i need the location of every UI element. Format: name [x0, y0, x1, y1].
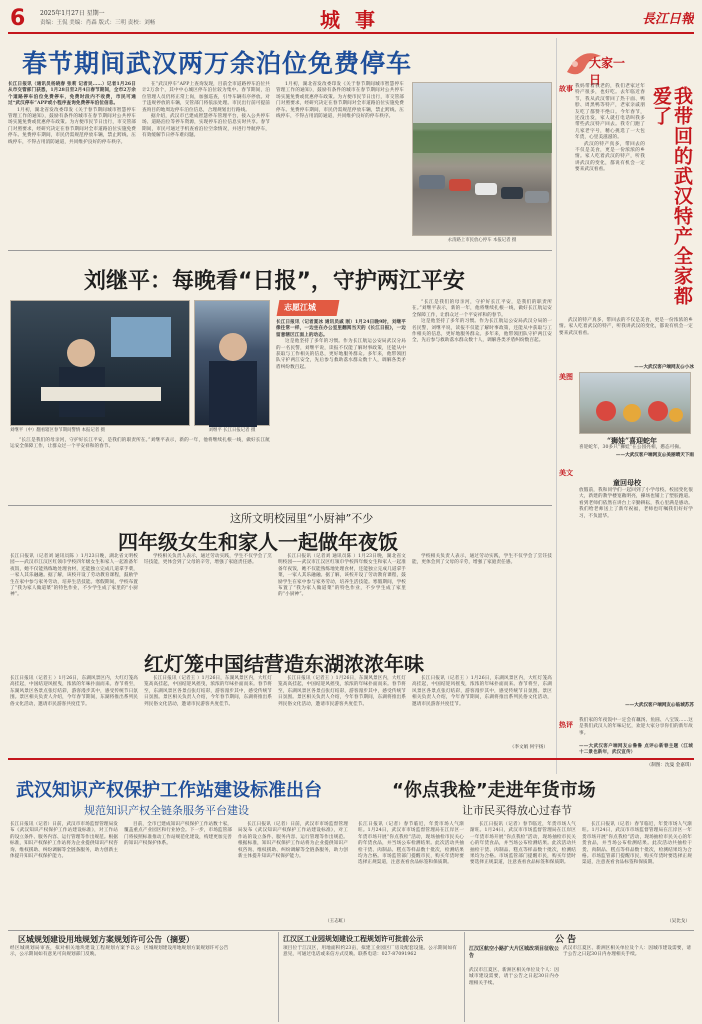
story-parking-body3b: 1月初，湖北省发改委印发《关于春节期间城市智慧停车管理工作的通知》，鼓励有条件的城市在春节期间对公共停车场实施免费或优惠停车政策。为方便市民节日出行，市交管部门对照要求，经研究决定在春节期间对全市道路泊位实施免费停车。免费停车期间，市民仍需规范停放车辆，禁止跨线、压线停车，不得占用消防通道，共同维护良好的停车秩序。: [276, 82, 404, 120]
sidebar-author4: ——大武汉客户端网友@鲁鲁 点评@新春主题（江城十二景也新年，武汉宣传）: [579, 744, 693, 756]
story-ip-subtitle: 规范知识产权全链条服务平台建设: [84, 804, 249, 817]
story-police: [8, 252, 552, 514]
divider-1: [8, 250, 552, 251]
story-lanterns-title: 红灯笼中国结营造东湖浓浓年味: [144, 652, 424, 676]
story-parking-title: 春节期间武汉两万余泊位免费停车: [22, 49, 413, 78]
sidebar-panel: [556, 38, 696, 774]
story-ip-col2: [124, 822, 232, 928]
story-parking-col3: [276, 82, 404, 246]
story-inspection-body2: 长江日报讯（记者）春节临近，年货市场人气渐旺。1月24日，武汉市市场监督管理局在江岸区一年货市场开展“你点我检”活动，现场抽检市民关心的年货食品，并当场公布检测结果。此次活动共抽检干货、肉制品、糕点等样品数十批次，检测结果均为合格。市场监管部门提醒市民，购买年货时要选择正规渠道，注意查看食品标签和保质期。: [470, 822, 576, 866]
sidebar-story-p3: 武汉的特产真多，带回去的不仅是美食，更是一份浓浓的乡情。家人吃着武汉的特产，听我讲武汉的变化，都说有机会一定要来武汉看看。: [559, 318, 693, 336]
story-parking-lead: 长江日报讯（通讯员杨晓春 张莉 记者吴……）记者1月26日从市交管部门获悉，1月28日至2月4日春节期间，全市2万余个道路停车泊位免费停车，免费时段内不收费，市民可通过“武汉停车”APP或小程序查询免费停车泊位信息。: [8, 82, 136, 107]
sidebar-story-body: [575, 84, 645, 314]
story-cooking-col4: [412, 554, 552, 646]
sidebar-logo-text: 大家一日: [589, 56, 626, 87]
story-police-body1: 这是他坚持了多年的习惯。作为长江航运公安局武汉分局的一名民警，刘继平说，读报不仅能了解时事政策，还能从中获取与工作相关的信息，更好地服务群众。多年来，他带领团队守护两江安全，先后参与救助落水群众数十人，调解各类矛盾纠纷数百起。: [276, 339, 406, 370]
story-inspection-author: （吴比戈）: [667, 919, 690, 924]
story-lanterns-col3: [278, 676, 406, 756]
story-cooking-kicker: 这所文明校园里“小厨神”不少: [230, 512, 374, 525]
story-parking-body1: 1月初，湖北省发改委印发《关于春节期间城市智慧停车管理工作的通知》，鼓励有条件的城市在春节期间对公共停车场实施免费或优惠停车政策。为方便市民节日出行，市交管部门对照要求，经研究决定在春节期间对全市道路泊位实施免费停车。免费停车期间，市民仍需规范停放车辆，禁止跨线、压线停车，不得占用消防通道，共同维护良好的停车秩序。: [8, 107, 136, 145]
notice-left-title: 区城规划建设用地规划方案规划许可公告（摘要）: [18, 934, 194, 944]
story-cooking-body4: 学校相关负责人表示，通过劳动实践，学生不仅学会了烹饪技能，更体会到了父母的辛劳，增强了家庭责任感。: [412, 554, 552, 566]
hot-label: 热评: [559, 720, 573, 729]
notice-middle: [278, 932, 460, 1022]
story-police-title: 刘继平：每晚看“日报”，守护两江平安: [84, 269, 465, 294]
story-ip: [8, 762, 352, 928]
lion-figures: [580, 373, 692, 435]
story-cooking-col2: [144, 554, 272, 646]
notice-left: [8, 932, 274, 1022]
story-ip-author: （王志虹）: [325, 919, 348, 924]
story-lanterns-body1: 长江日报讯（记者王 ）1月26日，东湖风景区内，大红灯笼高高挂起，中国结迎风摇曳，浓浓的年味扑面而来。春节将至，东湖风景区各景点张灯结彩，游客漫步其中，感受传统节日氛围。景区相关负责人介绍，今年春节期间，东湖将推出系列民俗文化活动，邀请市民游客共度佳节。: [10, 676, 138, 707]
police-office-scene: [11, 301, 191, 427]
story-lanterns-body2: 长江日报讯（记者王 ）1月26日，东湖风景区内，大红灯笼高高挂起，中国结迎风摇曳，浓浓的年味扑面而来。春节将至，东湖风景区各景点张灯结彩，游客漫步其中，感受传统节日氛围。景区相关负责人介绍，今年春节期间，东湖将推出系列民俗文化活动，邀请市民游客共度佳节。: [144, 676, 272, 707]
sidebar-author1: ——大武汉客户端网友@小冰: [634, 365, 694, 370]
sidebar-story-p2: 武汉的特产真多，带回去的不仅是美食，更是一份浓浓的乡情。家人吃着武汉的特产，听我讲武汉的变化，都说有机会一定要来武汉看看。: [575, 141, 645, 173]
date-line: 2025年1月27日 星期一: [40, 10, 105, 17]
story-inspection-title: “你点我检”走进年货市场: [392, 780, 596, 801]
story-parking-col2: [142, 82, 270, 246]
story-police-body2: “长江是我们的母亲河，守护好长江平安，是我们的职责所在。”刘继平表示，新的一年，他将继续扎根一线，做好长江航运安全保障工作，让群众过一个平安祥和的春节。: [412, 300, 552, 318]
sidebar-story-body-wide: [559, 318, 693, 362]
story-inspection-col3: [582, 822, 692, 918]
sidebar-footer: （制图：沈曼 金嘉琪）: [646, 763, 694, 768]
story-ip-body3: 长江日报讯（记者）日前，武汉市市场监督管理局发布《武汉知识产权保护工作站建设标准》，对工作站的设立条件、服务内容、运行管理等作出规范。根据标准，知识产权保护工作站将为企业提供知识产权咨询、维权援助、纠纷调解等全链条服务，助力创新主体提升知识产权保护能力。: [238, 822, 348, 860]
story-lanterns-col2: [144, 676, 272, 756]
photo-label: 美图: [559, 372, 573, 381]
story-ip-body2: 目前，全市已建成知识产权保护工作站数十家，覆盖重点产业园区和行业协会。下一步，市场监管部门将按照标准推动工作站规范化建设，构建更加完善的知识产权保护体系。: [124, 822, 232, 847]
story-ip-title: 武汉知识产权保护工作站建设标准出台: [16, 780, 322, 801]
story-inspection-body3: 长江日报讯（记者）春节临近，年货市场人气渐旺。1月24日，武汉市市场监督管理局在江岸区一年货市场开展“你点我检”活动，现场抽检市民关心的年货食品，并当场公布检测结果。此次活动共抽检干货、肉制品、糕点等样品数十批次，检测结果均为合格。市场监管部门提醒市民，购买年货时要选择正规渠道，注意查看食品标签和保质期。: [582, 822, 692, 866]
notice-right-body: 武汉市江夏区、新洲区相关单位及个人：因城市建设需要，请于公告之日起30日内办理相关手续。: [563, 946, 691, 958]
notice-left-body-2: [144, 946, 272, 1022]
story-cooking-body3: 长江日报讯（记者刘 通讯员陈 ）1月23日晚，湖北省文明校园——武汉市江汉区红领巾学校四年级女生和家人一起准备年夜饭，她不仅能熟练地处理食材，还能独立完成几道拿手菜，一家人其乐融融。据了解，该校开设了劳动教育课程，鼓励学生在家中参与家务劳动，培养生活技能。寒假期间，学校布置了“我为家人做道菜”的特色作业，不少学生成了家里的“小厨神”。: [278, 554, 406, 598]
header-rule: [8, 32, 694, 34]
notice-right: [464, 932, 694, 1022]
notice-right-body-2: 武汉市江夏区、新洲区相关单位及个人：因城市建设需要，请于公告之日起30日内办理相关手续。: [469, 968, 559, 986]
notice-right-head: 公 告: [555, 935, 577, 945]
divider-3: [8, 758, 694, 760]
story-lanterns-col1: [10, 676, 138, 756]
police-photo-right: [194, 300, 270, 426]
story-inspection-body1: 长江日报讯（记者）春节临近，年货市场人气渐旺。1月24日，武汉市市场监督管理局在江岸区一年货市场开展“你点我检”活动，现场抽检市民关心的年货食品，并当场公布检测结果。此次活动共抽检干货、肉制品、糕点等样品数十批次，检测结果均为合格。市场监管部门提醒市民，购买年货时要选择正规渠道，注意查看食品标签和保质期。: [358, 822, 464, 866]
section-title: 城 事: [320, 8, 379, 32]
story-police-lead: 长江日报讯（记者夏冰 通讯员戚 刚）1月24日晚9时，刘继平像往常一样，一边坐在办公室里翻阅当天的《长江日报》，一边留意辖区江面上的动态。: [276, 320, 406, 338]
story-parking-body3: 据介绍，武汉市已建成智慧停车管理平台，接入公共停车场、道路泊位等停车资源，实现停车泊位信息实时共享。春节期间，市民可通过手机查看泊位空余情况，并进行导航停车，有效缓解节日停车难问题。: [142, 114, 270, 139]
story-inspection-subtitle: 让市民买得放心过春节: [462, 804, 572, 817]
story-inspection: [356, 762, 694, 928]
story-parking-col1: [8, 82, 136, 246]
masthead-logo: 長江日報: [641, 12, 694, 27]
sidebar-logo: [561, 42, 633, 87]
editors-line: 责编：王侃 美编：肖森 版式：三明 责校：刘畅: [40, 20, 156, 26]
sidebar-story-p1: 我妈带着我老的，我们老家过年特产很多，也好吃。去年临近春节，我从武汉带回了热干面、鸭脖、周黑鸭等特产，老家亲戚朋友吃了都赞不绝口。今年春节，还没出发，家人就打电话叫我多带些武汉特产回去。我专门跑了几家老字号，精心挑选了一大包年货，心里美滋滋的。: [575, 84, 645, 141]
story-cooking-col1: [10, 554, 138, 646]
sidebar-author2: ——大武汉客户端网友@美丽晴天下雨: [615, 453, 694, 458]
story-ip-col1: [10, 822, 118, 928]
story-label: 故事: [559, 84, 573, 93]
story-police-col2: [412, 300, 552, 514]
lion-photo-caption: 喜迎蛇年，30多只“狮娃”在公园亮相，憨态可掬。: [579, 445, 684, 450]
story-police-col-bottom: [10, 438, 270, 514]
prose-body: 放假前，我和同学们一起回到了小学母校。校园变化很大，新建的教学楼宽敞明亮，操场也铺上了塑胶跑道。看到老师们依然在讲台上辛勤耕耘，我心里满是感动。我们给老师送上了新年祝福，老师也叮嘱我们好好学习，不负韶华。: [579, 488, 693, 519]
volunteer-kicker-text: 志愿江城: [284, 302, 316, 312]
sidebar-title: 我带回的武汉特产全家都爱了: [650, 86, 693, 306]
story-parking-body2: 在“武汉停车”APP上查询发现，目前全市道路停车泊位共计2万余个，其中中心城区停车泊位较为集中。春节期间，泊位管理人员仍将正常上岗，加强巡查，引导车辆有序停放。对于违规停放的车辆，交管部门将依法处理。市民出行前可提前查询目的地周边停车泊位信息，合理规划出行路线。: [142, 82, 270, 113]
story-lanterns-body3: 长江日报讯（记者王 ）1月26日，东湖风景区内，大红灯笼高高挂起，中国结迎风摇曳，浓浓的年味扑面而来。春节将至，东湖风景区各景点张灯结彩，游客漫步其中，感受传统节日氛围。景区相关负责人介绍，今年春节期间，东湖将推出系列民俗文化活动，邀请市民游客共度佳节。: [278, 676, 406, 707]
parking-photo-scene: [413, 83, 552, 237]
sidebar-author3: ——大武汉客户端网友@临城苏苏: [625, 703, 694, 708]
police-photo-left: [10, 300, 190, 426]
notice-middle-body: 项目位于江汉区，用地面积约23亩，拟建工业园区厂房及配套设施。公示期间如有意见，可通过电话或来信方式反映。联系电话：027-87091962: [283, 946, 457, 958]
page-header: [8, 4, 694, 40]
story-cooking-body1: 长江日报讯（记者刘 通讯员陈 ）1月23日晚，湖北省文明校园——武汉市江汉区红领巾学校四年级女生和家人一起准备年夜饭，她不仅能熟练地处理食材，还能独立完成几道拿手菜，一家人其乐融融。据了解，该校开设了劳动教育课程，鼓励学生在家中参与家务劳动，培养生活技能。寒假期间，学校布置了“我为家人做道菜”的特色作业，不少学生成了家里的“小厨神”。: [10, 554, 138, 598]
notice-left-body-text-2: 区城规划建设用地规划方案规划许可公告: [144, 946, 229, 951]
story-police-body3: 这是他坚持了多年的习惯。作为长江航运公安局武汉分局的一名民警，刘继平说，读报不仅能了解时事政策，还能从中获取与工作相关的信息，更好地服务群众。多年来，他带领团队守护两江安全，先后参与救助落水群众数十人，调解各类矛盾纠纷数百起。: [412, 319, 552, 344]
notice-middle-title: 江汉区工业园规划建设工程规划许可批前公示: [283, 934, 423, 943]
story-cooking-body2: 学校相关负责人表示，通过劳动实践，学生不仅学会了烹饪技能，更体会到了父母的辛劳，增强了家庭责任感。: [144, 554, 272, 566]
story-cooking-title: 四年级女生和家人一起做年夜饭: [118, 530, 398, 554]
story-lanterns: [8, 648, 552, 756]
story-cooking-col3: [278, 554, 406, 646]
prose-title: 童回母校: [613, 478, 641, 487]
notice-left-body: [10, 946, 140, 1022]
story-lanterns-body4: 长江日报讯（记者王 ）1月26日，东湖风景区内，大红灯笼高高挂起，中国结迎风摇曳，浓浓的年味扑面而来。春节将至，东湖风景区各景点张灯结彩，游客漫步其中，感受传统节日氛围。景区相关负责人介绍，今年春节期间，东湖将推出系列民俗文化活动，邀请市民游客共度佳节。: [412, 676, 552, 707]
lion-photo: [579, 372, 691, 434]
story-inspection-col2: [470, 822, 576, 928]
story-ip-body1: 长江日报讯（记者）日前，武汉市市场监督管理局发布《武汉知识产权保护工作站建设标准》，对工作站的设立条件、服务内容、运行管理等作出规范。根据标准，知识产权保护工作站将为企业提供知识产权咨询、维权援助、纠纷调解等全链条服务，助力创新主体提升知识产权保护能力。: [10, 822, 118, 860]
police-caption-right: 刘继平 长江日报记者 摄: [208, 428, 256, 433]
story-ip-col3: [238, 822, 348, 918]
hot-body: 我们家的年夜饭中一定会有藕汤、鱼圆、八宝饭……这是我们武汉人的年味记忆，欢迎大家分享你们的新年故事。: [579, 718, 693, 736]
story-police-body4: “长江是我们的母亲河，守护好长江平安，是我们的职责所在。”刘继平表示，新的一年，他将继续扎根一线，做好长江航运安全保障工作，让群众过一个平安祥和的春节。: [10, 438, 270, 450]
divider-2: [8, 505, 552, 506]
lion-photo-title: “狮娃”喜迎蛇年: [607, 436, 658, 445]
notice-right-title: 江汉区航空小路扩大片区城改项目征收公告: [469, 946, 560, 959]
police-portrait: [195, 301, 271, 427]
divider-4: [8, 930, 694, 931]
story-parking: [8, 38, 552, 248]
parking-photo-caption: 永清路上市民放心停车 本报记者 摄: [447, 238, 517, 243]
story-police-col1: [276, 320, 406, 514]
story-lanterns-author: （李文娟 何宇扬）: [509, 745, 548, 750]
story-lanterns-col4: [412, 676, 552, 744]
story-cooking: [8, 508, 552, 648]
prose-label: 美文: [559, 468, 573, 477]
notice-left-body-text: 经区城规划局审查，拟对相关地块建设工程规划方案予以公示，公示期间如有意见可向规划部门反映。: [10, 946, 140, 958]
page-number: 6: [10, 6, 26, 31]
story-inspection-col1: [358, 822, 464, 928]
parking-photo: [412, 82, 552, 236]
police-caption-left: 刘继平（中）翻看辖区春节期间警情 本报记者 摄: [10, 428, 105, 433]
